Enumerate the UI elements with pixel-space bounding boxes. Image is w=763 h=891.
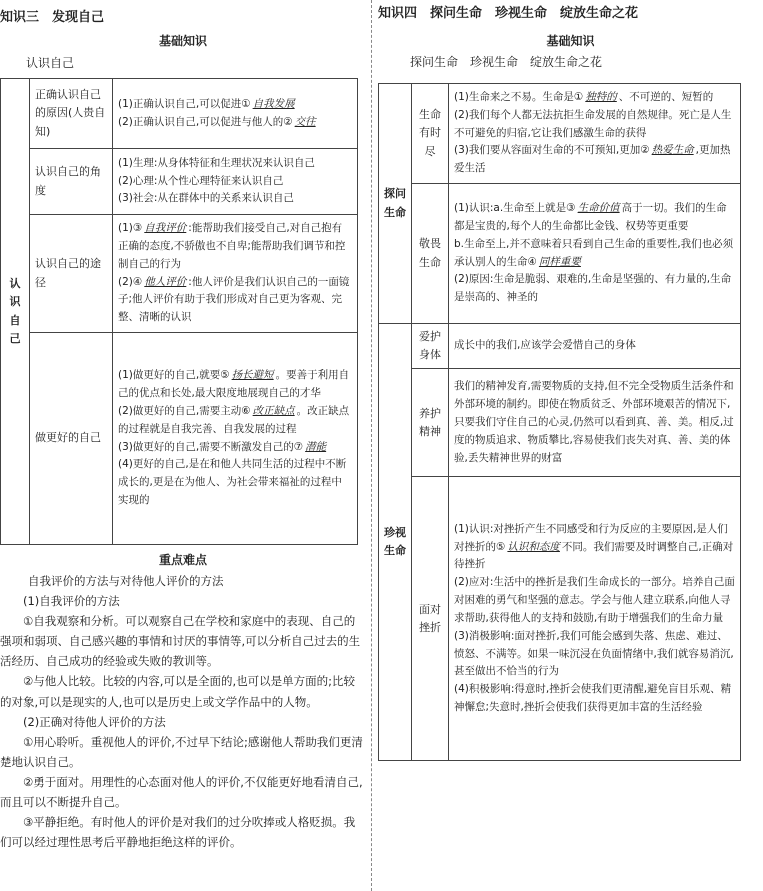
content-cell — [449, 84, 741, 184]
category-cell: 探问生命 — [379, 84, 412, 324]
basic-knowledge-title: 基础知识 — [158, 34, 207, 49]
content-line — [454, 271, 735, 307]
subcategory-cell: 认识自己的途径 — [30, 215, 113, 333]
subcategory-cell: 做更好的自己 — [30, 333, 113, 545]
content-line — [454, 521, 735, 575]
line-text: (3)社会:从在群体中的关系来认识自己 — [118, 192, 294, 205]
line-text: (1)生命来之不易。生命是① — [454, 90, 584, 103]
content-line — [454, 89, 735, 107]
paragraph: ①用心聆听。重视他人的评价,不过早下结论;感谢他人帮助我们更清楚地认识自己。 — [0, 734, 363, 769]
line-text: 。改正缺点的过程就是自我完善、自我发展的过程 — [118, 404, 350, 435]
category-cell: 珍视生命 — [379, 324, 412, 761]
answer-blank: 认识和态度 — [507, 540, 560, 553]
content-cell — [449, 477, 741, 761]
table-row — [379, 324, 741, 369]
table-row — [379, 84, 741, 184]
answer-blank: 他人评价 — [144, 275, 187, 288]
content-cell — [449, 324, 741, 369]
subcategory-cell: 正确认识自己的原因(人贵自知) — [30, 79, 113, 149]
line-text: (1)③ — [118, 222, 143, 234]
line-text: (2)正确认识自己,可以促进与他人的② — [118, 115, 293, 128]
content-cell — [113, 333, 358, 545]
content-line — [118, 190, 352, 208]
line-text: (2)心理:从个性心理特征来认识自己 — [118, 174, 284, 187]
line-text: 我们的精神发育,需要物质的支持,但不完全受物质生活条件和外部环境的制约。即使在物质贫乏、外部环境艰苦的情况下,只要我们守住自己的心灵,仍然可以看到真、善、美。相反,过度的物质追求、物质攀比,容易使我们丧失对真、善、美的体验,丢失精神世界的财富 — [454, 380, 734, 464]
line-text: (2)④ — [118, 275, 143, 288]
line-text: (1)认识:a.生命至上就是③ — [454, 202, 576, 214]
content-line — [454, 236, 735, 272]
line-text: 成长中的我们,应该学会爱惜自己的身体 — [454, 339, 636, 352]
line-text: :他人评价是我们认识自己的一面镜子;他人评价有助于我们形成对自己更为客观、完整、清晰的认识 — [118, 275, 350, 324]
answer-blank: 独特的 — [585, 90, 617, 103]
line-text: (1)正确认识自己,可以促进① — [118, 97, 251, 110]
line-text: (1)做更好的自己,就要⑤ — [118, 369, 230, 382]
subcategory-cell: 认识自己的角度 — [30, 149, 113, 215]
subcategory-cell: 养护精神 — [412, 369, 449, 477]
content-line — [454, 142, 735, 178]
content-line — [118, 274, 352, 328]
line-text: (1)认识:对挫折产生不同感受和行为反应的主要原因,是人们对挫折的⑤ — [454, 522, 728, 553]
topic-label: 探问生命 珍视生命 绽放生命之花 — [410, 55, 603, 70]
content-line — [454, 628, 735, 682]
answer-blank: 同样重要 — [538, 255, 581, 268]
table-row — [1, 215, 358, 333]
paragraph: ③平静拒绝。有时他人的评价是对我们的过分吹捧或人格贬损。我们可以经过理性思考后平静地拒绝这样的评价。 — [0, 815, 356, 850]
content-cell — [113, 149, 358, 215]
content-line — [454, 337, 735, 355]
content-line — [454, 200, 735, 236]
content-cell — [113, 215, 358, 333]
subcategory-cell: 生命有时尽 — [412, 84, 449, 184]
content-line — [118, 456, 352, 510]
table-row — [379, 184, 741, 324]
topic-label: 认识自己 — [26, 56, 75, 71]
content-line — [118, 439, 352, 457]
answer-blank: 潜能 — [305, 440, 327, 453]
paragraph: ②与他人比较。比较的内容,可以是全面的,也可以是单方面的;比较的对象,可以是现实的人,也可以是历史上或文学作品中的人物。 — [0, 674, 355, 709]
answer-blank: 自我评价 — [144, 222, 187, 234]
line-text: 。要善于利用自己的优点和长处,最大限度地展现自己的才华 — [118, 369, 350, 399]
content-line — [118, 114, 352, 132]
line-text: 高于一切。我们的生命都是宝贵的,每个人的生命都比金钱、权势等更重要 — [454, 202, 727, 232]
line-text: (2)原因:生命是脆弱、艰难的,生命是坚强的、有力量的,生命是崇高的、神圣的 — [454, 273, 732, 304]
line-text: b.生命至上,并不意味着只看到自己生命的重要性,我们也必须承认别人的生命④ — [454, 237, 734, 268]
paragraph: ②勇于面对。用理性的心态面对他人的评价,不仅能更好地看清自己,而且可以不断提升自己。 — [0, 775, 363, 810]
line-text: (2)我们每个人都无法抗拒生命发展的自然规律。死亡是人生不可避免的归宿,它让我们感激生命的获得 — [454, 108, 732, 139]
content-line — [454, 378, 735, 467]
paragraph: (1)自我评价的方法 — [23, 593, 120, 608]
content-line — [454, 107, 735, 143]
line-text: (3)消极影响:面对挫折,我们可能会感到失落、焦虑、难过、愤怒、不满等。如果一味沉浸在负面情绪中,我们就容易消沉,甚至做出不恰当的行为 — [454, 629, 734, 678]
table-row — [1, 333, 358, 545]
content-cell — [113, 79, 358, 149]
table-row — [379, 477, 741, 761]
key-topic: 自我评价的方法与对待他人评价的方法 — [28, 573, 224, 588]
content-line — [118, 96, 352, 114]
content-line — [118, 155, 352, 173]
content-cell — [449, 184, 741, 324]
line-text: (2)应对:生活中的挫折是我们生命成长的一部分。培养自己面对困难的勇气和坚强的意志。学会与他人建立联系,向他人寻求帮助,获得他人的支持和鼓励,有助于增强我们的生命力量 — [454, 576, 735, 624]
knowledge-table — [378, 83, 741, 761]
section-title: 知识三 发现自己 — [0, 10, 105, 25]
line-text: 、不可逆的、短暂的 — [618, 90, 714, 103]
line-text: (2)做更好的自己,需要主动⑥ — [118, 404, 251, 417]
column-divider — [371, 0, 372, 891]
key-points-title: 重点难点 — [158, 553, 207, 568]
line-text: :能帮助我们接受自己,对自己抱有正确的态度,不骄傲也不自卑;能帮助我们调节和控制自己的行为 — [118, 222, 346, 270]
answer-blank: 生命价值 — [577, 202, 620, 214]
answer-blank: 热爱生命 — [651, 144, 694, 157]
table-row — [1, 79, 358, 149]
content-line — [118, 220, 352, 274]
section-title: 知识四 探问生命 珍视生命 绽放生命之花 — [378, 6, 639, 21]
table-row — [379, 369, 741, 477]
key-points-body — [0, 591, 366, 853]
content-line — [118, 367, 352, 403]
line-text: (3)做更好的自己,需要不断激发自己的⑦ — [118, 440, 304, 453]
content-line — [118, 403, 352, 439]
content-line — [454, 681, 735, 717]
answer-blank: 自我发展 — [252, 97, 295, 110]
answer-blank: 扬长避短 — [231, 369, 274, 382]
content-cell — [449, 369, 741, 477]
line-text: (4)积极影响:得意时,挫折会使我们更清醒,避免盲目乐观、精神懈怠;失意时,挫折会使我们获得更加丰富的生活经验 — [454, 683, 732, 714]
knowledge-table — [0, 78, 358, 545]
line-text: (3)我们要从容面对生命的不可预知,更加② — [454, 144, 650, 157]
subcategory-cell: 爱护身体 — [412, 324, 449, 369]
basic-knowledge-title: 基础知识 — [546, 34, 595, 49]
table-row — [1, 149, 358, 215]
paragraph: (2)正确对待他人评价的方法 — [23, 714, 166, 729]
left-column — [0, 0, 366, 853]
subcategory-cell: 敬畏生命 — [412, 184, 449, 324]
category-cell: 认识自己 — [1, 79, 30, 545]
right-column — [378, 0, 763, 761]
content-line — [118, 173, 352, 191]
line-text: (1)生理:从身体特征和生理状况来认识自己 — [118, 156, 315, 169]
answer-blank: 交往 — [294, 115, 316, 128]
line-text: 不同。我们需要及时调整自己,正确对待挫折 — [454, 540, 734, 571]
line-text: ,更加热爱生活 — [454, 144, 731, 175]
paragraph: ①自我观察和分析。可以观察自己在学校和家庭中的表现、自己的强项和弱项、自己感兴趣的事情和讨厌的事情等,可以分析自己过去的生活经历、自己成功的经验或失败的教训等。 — [0, 614, 361, 669]
line-text: (4)更好的自己,是在和他人共同生活的过程中不断成长的,更是在为他人、为社会带来福祉的过程中实现的 — [118, 458, 347, 507]
content-line — [454, 574, 735, 628]
subcategory-cell: 面对挫折 — [412, 477, 449, 761]
answer-blank: 改正缺点 — [252, 404, 295, 417]
